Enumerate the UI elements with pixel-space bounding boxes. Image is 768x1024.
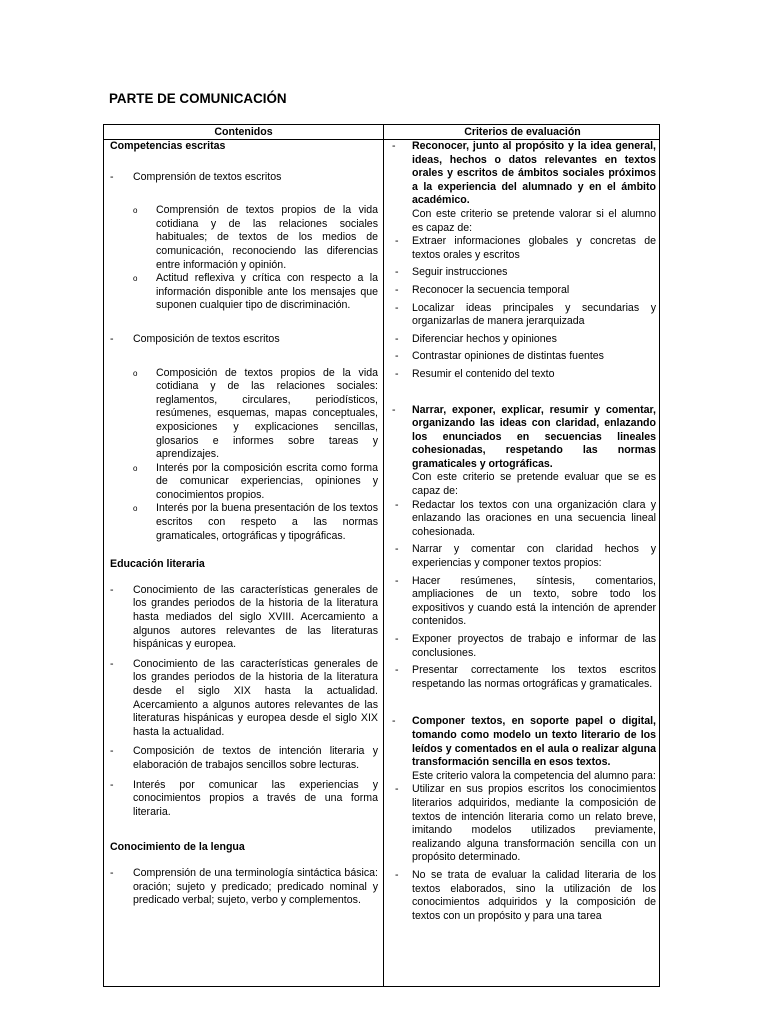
list-item-text: Diferenciar hechos y opiniones (412, 332, 557, 345)
list-item-text: Utilizar en sus propios escritos los conocimientos literarios adquiridos, mediante la composición de textos de intención literaria como un relato breve, imitando modelos utilizados previamente, realizando alguna transformación sencilla con un propósito determinado. (412, 783, 656, 864)
criterion-title-text: Narrar, exponer, explicar, resumir y comentar, organizando las ideas con claridad, enlazando los enunciados en secuencias lineales cohesionadas, respetando las normas gramaticales y ortográficas. (412, 403, 656, 470)
dash-marker: - (395, 301, 399, 314)
circle-marker: o (133, 368, 138, 378)
list-item-text: Hacer resúmenes, síntesis, comentarios, ampliaciones de un texto, sobre todo los expositivos y cuando está la intención de aprender contenidos. (412, 574, 656, 628)
dash-marker: - (110, 866, 114, 879)
table-header-row (104, 125, 659, 140)
list-item (110, 867, 378, 908)
section-title: Competencias escritas (110, 140, 226, 152)
sub-list-item (110, 462, 378, 503)
list-item (110, 171, 378, 185)
dash-marker: - (110, 170, 114, 183)
circle-marker: o (133, 504, 138, 514)
list-item (388, 633, 656, 660)
sub-item-text: Interés por la composición escrita como forma de comunicar experiencias, opiniones y conocimientos propios. (156, 461, 378, 501)
list-item-text: Reconocer la secuencia temporal (412, 283, 570, 296)
list-item (388, 235, 656, 262)
column-divider (383, 125, 384, 986)
circle-marker: o (133, 274, 138, 284)
dash-marker: - (395, 350, 399, 363)
list-item (388, 266, 656, 280)
list-item (388, 499, 656, 540)
criteria-table (103, 124, 660, 987)
list-item-text: Resumir el contenido del texto (412, 367, 555, 380)
list-item (388, 368, 656, 382)
contenidos-column (110, 140, 378, 908)
dash-marker: - (395, 235, 399, 248)
criterion-title (388, 404, 656, 472)
sub-item-text: Interés por la buena presentación de los textos escritos con respeto a las normas gramaticales, ortográficas y tipográficas. (156, 502, 378, 542)
sub-list-item (110, 367, 378, 462)
list-item (388, 869, 656, 923)
list-item-text: Conocimiento de las características generales de los grandes periodos de la historia de la literatura hasta mediados del siglo XVIII. Acercamiento a algunos autores relevantes de las literaturas hispánicas y europea. (133, 583, 378, 651)
dash-marker: - (395, 266, 399, 279)
dash-marker: - (392, 403, 396, 416)
list-item-text: Conocimiento de las características generales de los grandes periodos de la historia de la literatura desde el siglo XIX hasta la actualidad. Acercamiento a algunos autores relevantes de las literaturas hispánicas y europea desde el siglo XIX hasta la actualidad. (133, 657, 378, 738)
dash-marker: - (392, 140, 396, 152)
dash-marker: - (110, 778, 114, 791)
section-title: Educación literaria (110, 558, 205, 571)
list-item-text: Interés por comunicar las experiencias y conocimientos propios a través de una forma literaria. (133, 778, 378, 818)
criterios-column (388, 140, 656, 923)
circle-marker: o (133, 206, 138, 216)
dash-marker: - (395, 664, 399, 677)
circle-marker: o (133, 463, 138, 473)
dash-marker: - (110, 332, 114, 345)
criterion-intro: Con este criterio se pretende valorar si el alumno es capaz de: (412, 207, 656, 234)
sub-list-item (110, 204, 378, 272)
list-item-text: Localizar ideas principales y secundarias y organizarlas de manera jerarquizada (412, 301, 656, 328)
dash-marker: - (395, 783, 399, 796)
list-item (110, 779, 378, 820)
sub-item-text: Actitud reflexiva y crítica con respecto a la información disponible ante los mensajes que suponen cualquier tipo de discriminación. (156, 272, 378, 312)
list-item-text: No se trata de evaluar la calidad literaria de los textos elaborados, sino la utilización de los conocimientos adquiridos y la composición de textos con un propósito y para una tarea (412, 868, 656, 922)
sub-list-item (110, 272, 378, 313)
list-item (388, 350, 656, 364)
sub-list-item (110, 502, 378, 543)
list-item (388, 333, 656, 347)
list-item-text: Composición de textos de intención literaria y elaboración de trabajos sencillos sobre lecturas. (133, 745, 378, 771)
dash-marker: - (395, 367, 399, 380)
dash-marker: - (395, 283, 399, 296)
header-criterios: Criterios de evaluación (464, 126, 581, 138)
list-item (110, 333, 378, 347)
list-item-text: Exponer proyectos de trabajo e informar de las conclusiones. (412, 633, 656, 659)
list-item (388, 284, 656, 298)
list-item (388, 664, 656, 691)
dash-marker: - (395, 574, 399, 587)
list-item-text: Narrar y comentar con claridad hechos y experiencias y componer textos propios: (412, 543, 656, 570)
list-item-text: Extraer informaciones globales y concretas de textos orales y escritos (412, 235, 656, 261)
list-item-text: Redactar los textos con una organización clara y enlazando las oraciones en una secuencia lineal cohesionada. (412, 498, 656, 538)
sub-item-text: Composición de textos propios de la vida cotidiana y de las relaciones sociales: reglamentos, circulares, periodísticos, resúmenes, esquemas, mapas conceptuales, exposiciones y explicaciones sencillas, glosarios e informes sobre tareas y aprendizajes. (156, 366, 378, 461)
list-item (388, 302, 656, 329)
list-item (110, 745, 378, 772)
list-item (110, 584, 378, 652)
criterion-title-text: Reconocer, junto al propósito y la idea general, ideas, hechos o datos relevantes en textos orales y escritos de ámbitos sociales próximos a la experiencia del alumnado y en el ámbito académico. (412, 140, 656, 207)
criterion-intro: Este criterio valora la competencia del alumno para: (412, 769, 656, 782)
criterion-title (388, 715, 656, 769)
list-item-text: Presentar correctamente los textos escritos respetando las normas ortográficas y gramaticales. (412, 664, 656, 690)
dash-marker: - (395, 868, 399, 881)
dash-marker: - (395, 332, 399, 345)
criterion-title (388, 140, 656, 208)
criterion-intro: Con este criterio se pretende evaluar que se es capaz de: (412, 471, 656, 498)
list-item (388, 575, 656, 629)
list-item-text: Contrastar opiniones de distintas fuentes (412, 350, 604, 363)
list-item-text: Comprensión de una terminología sintáctica básica: oración; sujeto y predicado; predicado nominal y predicado verbal; sujeto, verbo y complementos. (133, 866, 378, 907)
page-title: PARTE DE COMUNICACIÓN (109, 91, 287, 106)
list-item-text: Seguir instrucciones (412, 266, 508, 279)
dash-marker: - (395, 633, 399, 645)
dash-marker: - (110, 583, 114, 596)
list-item (110, 658, 378, 740)
header-contenidos: Contenidos (214, 126, 273, 138)
dash-marker: - (110, 657, 114, 670)
list-item-text: Composición de textos escritos (133, 332, 280, 345)
dash-marker: - (395, 498, 399, 511)
list-item-text: Comprensión de textos escritos (133, 170, 282, 183)
section-title: Conocimiento de la lengua (110, 841, 245, 854)
dash-marker: - (110, 745, 114, 758)
criterion-title-text: Componer textos, en soporte papel o digital, tomando como modelo un texto literario de los leídos y comentados en el aula o realizar alguna transformación sencilla en esos textos. (412, 715, 656, 769)
list-item (388, 543, 656, 570)
list-item (388, 783, 656, 865)
sub-item-text: Comprensión de textos propios de la vida cotidiana y de las relaciones sociales habituales; de textos de los medios de comunicación, reconociendo las diferencias entre información y opinión. (156, 204, 378, 271)
dash-marker: - (392, 715, 396, 728)
dash-marker: - (395, 543, 399, 556)
